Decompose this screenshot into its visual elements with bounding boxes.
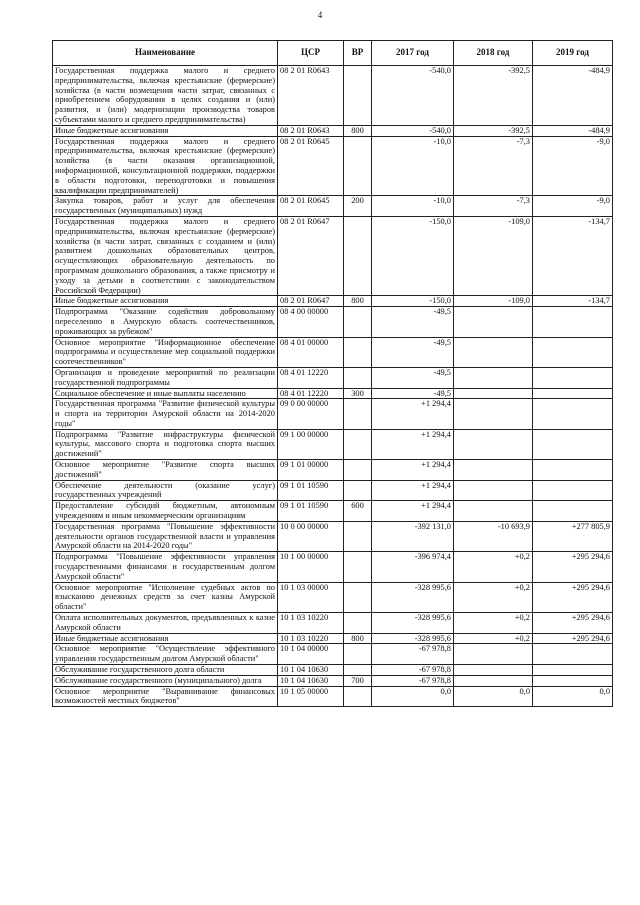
table-row — [53, 633, 613, 644]
row-2017-cell: -540,0 — [372, 66, 454, 126]
header-2017: 2017 год — [372, 41, 454, 66]
row-vr-cell — [344, 460, 372, 481]
row-vr-cell — [344, 686, 372, 707]
row-csr-cell: 08 2 01 R0643 — [278, 125, 344, 136]
row-name-cell: Государственная поддержка малого и среднего предпринимательства, включая крестьянские (фермерские) хозяйства (в части затрат, связанных с созданием и (или) развитием дошкольных образовательных центров, осуществляющих образовательную деятельность по программам дошкольного образования, а также присмотру и уходу за детьми в соответствии с законодательством Российской Федерации) — [53, 216, 278, 295]
row-csr-cell: 10 1 05 00000 — [278, 686, 344, 707]
row-2019-cell: +295 294,6 — [533, 552, 613, 582]
row-2018-cell — [454, 480, 533, 501]
row-vr-cell — [344, 582, 372, 612]
row-vr-cell — [344, 307, 372, 337]
table-row — [53, 521, 613, 551]
table-row — [53, 399, 613, 429]
row-csr-cell: 10 1 04 00000 — [278, 644, 344, 665]
row-2019-cell: +295 294,6 — [533, 613, 613, 634]
row-2017-cell: -49,5 — [372, 388, 454, 399]
row-name-cell: Основное мероприятие "Осуществление эффективного управления государственным долгом Амурской области" — [53, 644, 278, 665]
row-2017-cell: -150,0 — [372, 296, 454, 307]
row-2019-cell — [533, 367, 613, 388]
table-row — [53, 675, 613, 686]
row-name-cell: Организация и проведение мероприятий по реализации государственной подпрограммы — [53, 367, 278, 388]
row-2019-cell — [533, 480, 613, 501]
row-2019-cell — [533, 399, 613, 429]
table-row — [53, 66, 613, 126]
row-2019-cell — [533, 388, 613, 399]
table-row — [53, 307, 613, 337]
row-2018-cell: +0,2 — [454, 552, 533, 582]
row-2018-cell — [454, 307, 533, 337]
row-2018-cell: -10 693,9 — [454, 521, 533, 551]
row-vr-cell — [344, 136, 372, 196]
row-csr-cell: 08 4 00 00000 — [278, 307, 344, 337]
row-csr-cell: 10 1 03 10220 — [278, 633, 344, 644]
row-2017-cell: -67 978,8 — [372, 665, 454, 676]
table-row — [53, 644, 613, 665]
row-2017-cell: -328 995,6 — [372, 633, 454, 644]
row-2018-cell: +0,2 — [454, 613, 533, 634]
row-csr-cell: 08 2 01 R0647 — [278, 296, 344, 307]
row-2017-cell: -396 974,4 — [372, 552, 454, 582]
row-2019-cell: -9,0 — [533, 196, 613, 217]
row-name-cell: Основное мероприятие "Исполнение судебных актов по взысканию денежных средств за счет казны Амурской области" — [53, 582, 278, 612]
row-name-cell: Оплата исполнительных документов, предъявленных к казне Амурской области — [53, 613, 278, 634]
table-row — [53, 216, 613, 295]
header-2018: 2018 год — [454, 41, 533, 66]
row-2017-cell: -540,0 — [372, 125, 454, 136]
row-vr-cell — [344, 644, 372, 665]
row-2018-cell — [454, 399, 533, 429]
row-2018-cell: +0,2 — [454, 582, 533, 612]
row-csr-cell: 10 1 04 10630 — [278, 665, 344, 676]
row-name-cell: Основное мероприятие "Информационное обеспечение подпрограммы и осуществление мер социальной поддержки соотечественников" — [53, 337, 278, 367]
row-csr-cell: 10 0 00 00000 — [278, 521, 344, 551]
row-csr-cell: 10 1 00 00000 — [278, 552, 344, 582]
row-2018-cell: -7,3 — [454, 136, 533, 196]
row-vr-cell: 800 — [344, 296, 372, 307]
table-row — [53, 480, 613, 501]
row-2018-cell — [454, 665, 533, 676]
row-name-cell: Социальное обеспечение и иные выплаты населению — [53, 388, 278, 399]
table-row — [53, 367, 613, 388]
row-csr-cell: 10 1 03 00000 — [278, 582, 344, 612]
row-2018-cell: 0,0 — [454, 686, 533, 707]
row-2018-cell: +0,2 — [454, 633, 533, 644]
row-2017-cell: -67 978,8 — [372, 675, 454, 686]
row-name-cell: Обслуживание государственного долга области — [53, 665, 278, 676]
row-2017-cell: -49,5 — [372, 307, 454, 337]
row-vr-cell — [344, 367, 372, 388]
row-2018-cell — [454, 337, 533, 367]
row-vr-cell — [344, 399, 372, 429]
row-vr-cell — [344, 665, 372, 676]
row-2019-cell: +295 294,6 — [533, 633, 613, 644]
row-name-cell: Основное мероприятие "Развитие спорта высших достижений" — [53, 460, 278, 481]
table-row — [53, 582, 613, 612]
table-row — [53, 665, 613, 676]
table-row — [53, 125, 613, 136]
row-2019-cell: -134,7 — [533, 216, 613, 295]
row-2018-cell: -109,0 — [454, 296, 533, 307]
row-2019-cell — [533, 429, 613, 459]
row-2017-cell: -328 995,6 — [372, 582, 454, 612]
row-2017-cell: -49,5 — [372, 367, 454, 388]
row-2019-cell: +295 294,6 — [533, 582, 613, 612]
row-name-cell: Обеспечение деятельности (оказание услуг) государственных учреждений — [53, 480, 278, 501]
row-name-cell: Государственная программа "Повышение эффективности деятельности органов государственной власти и управления Амурской области на 2014-2020 годы" — [53, 521, 278, 551]
row-csr-cell: 08 4 01 12220 — [278, 367, 344, 388]
header-vr: ВР — [344, 41, 372, 66]
row-2018-cell — [454, 675, 533, 686]
row-csr-cell: 10 1 04 10630 — [278, 675, 344, 686]
row-2017-cell: +1 294,4 — [372, 480, 454, 501]
row-2017-cell: 0,0 — [372, 686, 454, 707]
row-2019-cell — [533, 644, 613, 665]
row-csr-cell: 09 1 01 00000 — [278, 460, 344, 481]
row-name-cell: Подпрограмма "Оказание содействия добровольному переселению в Амурскую область соотечественников, проживающих за рубежом" — [53, 307, 278, 337]
row-2019-cell: -484,9 — [533, 125, 613, 136]
table-row — [53, 196, 613, 217]
row-name-cell: Государственная поддержка малого и среднего предпринимательства, включая крестьянские (фермерские) хозяйства (в части возмещения части затрат, связанных с приобретением оборудования в целях создания и (или) развития, и (или) модернизации производства товаров субъектами малого и среднего предпринимательства) — [53, 66, 278, 126]
header-csr: ЦСР — [278, 41, 344, 66]
table-row — [53, 337, 613, 367]
row-2017-cell: +1 294,4 — [372, 460, 454, 481]
row-2017-cell: -10,0 — [372, 196, 454, 217]
row-csr-cell: 09 1 00 00000 — [278, 429, 344, 459]
row-2018-cell — [454, 460, 533, 481]
row-name-cell: Иные бюджетные ассигнования — [53, 633, 278, 644]
row-2017-cell: -67 978,8 — [372, 644, 454, 665]
row-2017-cell: -10,0 — [372, 136, 454, 196]
table-row — [53, 460, 613, 481]
row-csr-cell: 08 2 01 R0647 — [278, 216, 344, 295]
row-2017-cell: -392 131,0 — [372, 521, 454, 551]
row-2017-cell: -150,0 — [372, 216, 454, 295]
row-vr-cell — [344, 521, 372, 551]
row-2019-cell: -9,0 — [533, 136, 613, 196]
table-row — [53, 388, 613, 399]
row-2018-cell — [454, 644, 533, 665]
row-2018-cell — [454, 501, 533, 522]
row-2019-cell — [533, 675, 613, 686]
table-row — [53, 296, 613, 307]
row-2019-cell — [533, 501, 613, 522]
row-2018-cell — [454, 367, 533, 388]
row-2018-cell: -7,3 — [454, 196, 533, 217]
table-header-row — [53, 41, 613, 66]
table-row — [53, 552, 613, 582]
row-name-cell: Предоставление субсидий бюджетным, автономным учреждениям и иным некоммерческим организациям — [53, 501, 278, 522]
row-name-cell: Иные бюджетные ассигнования — [53, 296, 278, 307]
row-2017-cell: -49,5 — [372, 337, 454, 367]
row-vr-cell — [344, 613, 372, 634]
header-name: Наименование — [53, 41, 278, 66]
row-csr-cell: 08 4 01 12220 — [278, 388, 344, 399]
table-row — [53, 501, 613, 522]
row-vr-cell: 700 — [344, 675, 372, 686]
row-2017-cell: +1 294,4 — [372, 501, 454, 522]
row-2018-cell: -109,0 — [454, 216, 533, 295]
table-row — [53, 429, 613, 459]
row-csr-cell: 08 2 01 R0645 — [278, 196, 344, 217]
row-2019-cell — [533, 460, 613, 481]
row-name-cell: Государственная поддержка малого и среднего предпринимательства, включая крестьянские (фермерские) хозяйства (в части оказания организационной, информационной, консультационной поддержки, поддержки в области подготовки, переподготовки и повышения квалификации предпринимателей) — [53, 136, 278, 196]
row-name-cell: Государственная программа "Развитие физической культуры и спорта на территории Амурской области на 2014-2020 годы" — [53, 399, 278, 429]
table-row — [53, 613, 613, 634]
row-2019-cell — [533, 307, 613, 337]
row-2017-cell: -328 995,6 — [372, 613, 454, 634]
row-csr-cell: 08 4 01 00000 — [278, 337, 344, 367]
row-vr-cell — [344, 337, 372, 367]
row-2019-cell — [533, 665, 613, 676]
row-2019-cell: +277 805,9 — [533, 521, 613, 551]
row-vr-cell — [344, 429, 372, 459]
row-name-cell: Подпрограмма "Повышение эффективности управления государственными финансами и государственным долгом Амурской области" — [53, 552, 278, 582]
table-row — [53, 136, 613, 196]
row-name-cell: Иные бюджетные ассигнования — [53, 125, 278, 136]
row-csr-cell: 08 2 01 R0643 — [278, 66, 344, 126]
row-vr-cell — [344, 480, 372, 501]
row-csr-cell: 08 2 01 R0645 — [278, 136, 344, 196]
row-vr-cell — [344, 552, 372, 582]
row-vr-cell — [344, 216, 372, 295]
header-2019: 2019 год — [533, 41, 613, 66]
row-name-cell: Закупка товаров, работ и услуг для обеспечения государственных (муниципальных) нужд — [53, 196, 278, 217]
table-body — [53, 66, 613, 707]
budget-table — [52, 40, 613, 707]
row-2018-cell — [454, 429, 533, 459]
table-row — [53, 686, 613, 707]
row-vr-cell — [344, 66, 372, 126]
row-2018-cell: -392,5 — [454, 66, 533, 126]
row-vr-cell: 800 — [344, 633, 372, 644]
row-csr-cell: 09 1 01 10590 — [278, 480, 344, 501]
row-2019-cell: -484,9 — [533, 66, 613, 126]
row-2018-cell — [454, 388, 533, 399]
page-number: 4 — [317, 10, 323, 20]
row-name-cell: Основное мероприятие "Выравнивание финансовых возможностей местных бюджетов" — [53, 686, 278, 707]
row-2019-cell: -134,7 — [533, 296, 613, 307]
row-vr-cell: 200 — [344, 196, 372, 217]
row-csr-cell: 10 1 03 10220 — [278, 613, 344, 634]
row-vr-cell: 600 — [344, 501, 372, 522]
row-vr-cell: 300 — [344, 388, 372, 399]
row-2017-cell: +1 294,4 — [372, 399, 454, 429]
row-csr-cell: 09 1 01 10590 — [278, 501, 344, 522]
row-vr-cell: 800 — [344, 125, 372, 136]
row-csr-cell: 09 0 00 00000 — [278, 399, 344, 429]
row-2017-cell: +1 294,4 — [372, 429, 454, 459]
row-name-cell: Обслуживание государственного (муниципального) долга — [53, 675, 278, 686]
row-name-cell: Подпрограмма "Развитие инфраструктуры физической культуры, массового спорта и подготовка спорта высших достижений" — [53, 429, 278, 459]
row-2018-cell: -392,5 — [454, 125, 533, 136]
row-2019-cell — [533, 337, 613, 367]
row-2019-cell: 0,0 — [533, 686, 613, 707]
